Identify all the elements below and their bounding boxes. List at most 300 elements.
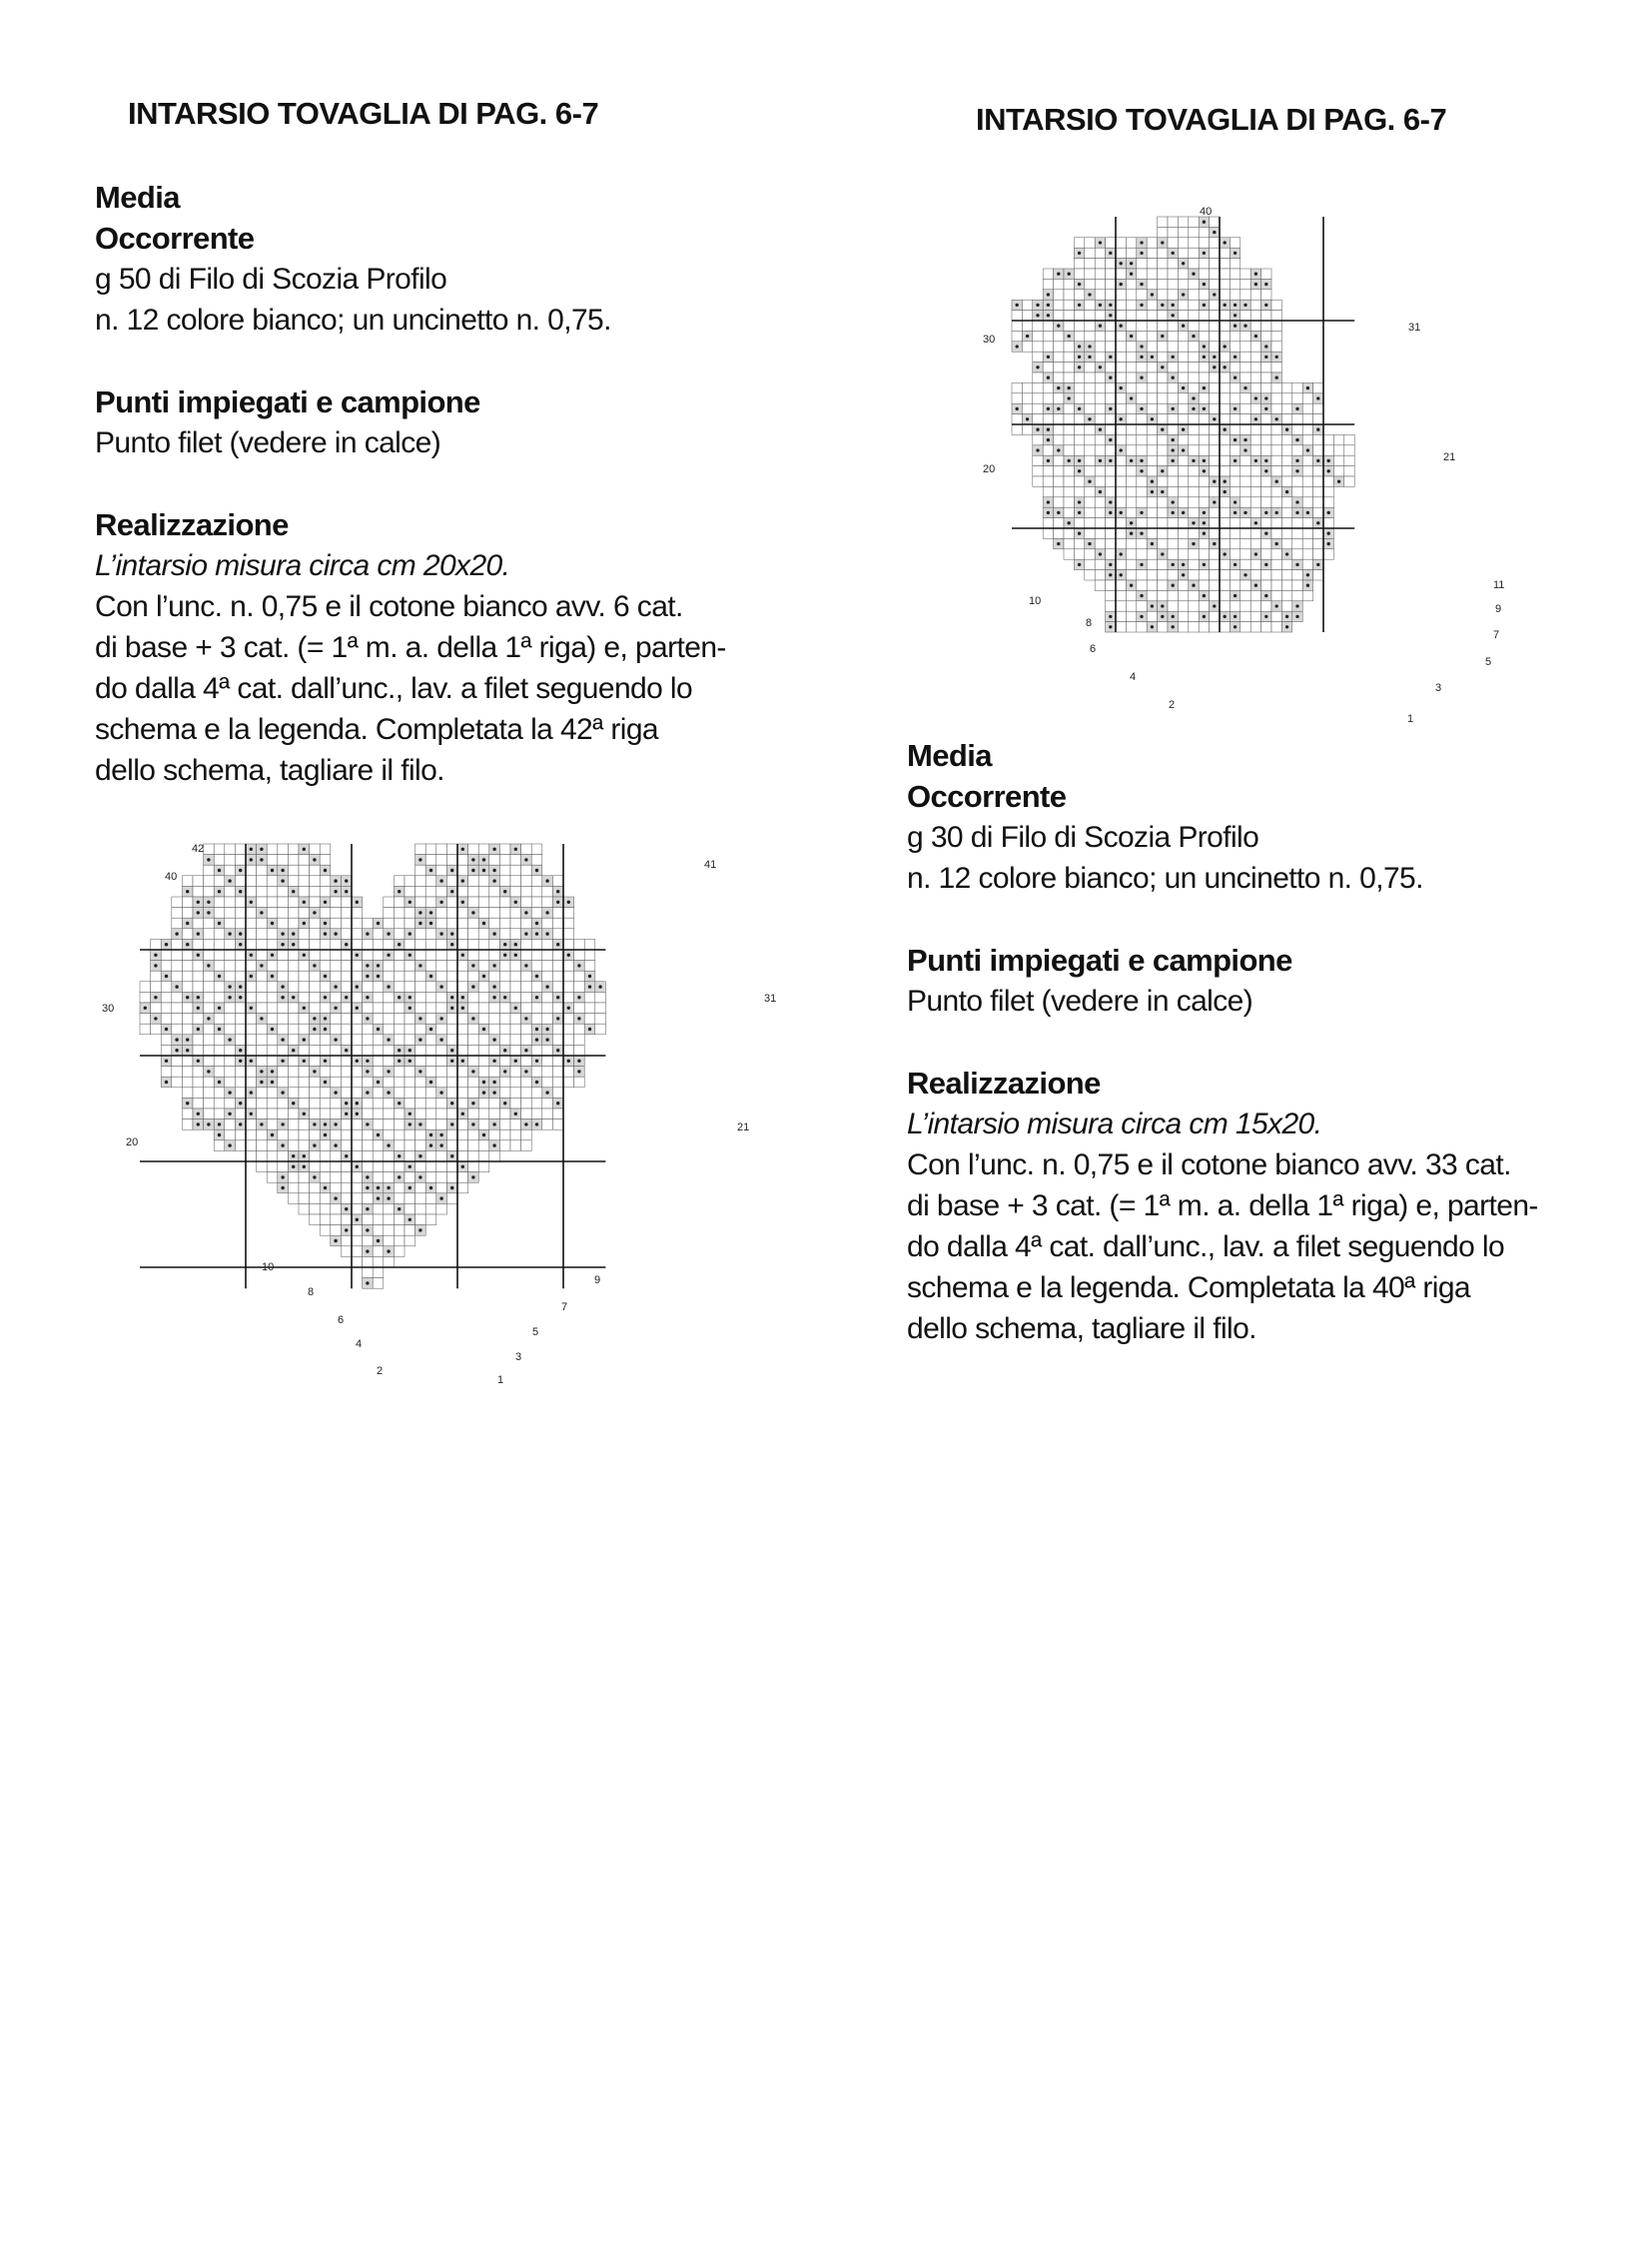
filet-cell bbox=[1074, 518, 1084, 528]
filet-cell bbox=[352, 992, 363, 1003]
filet-cell bbox=[288, 1129, 299, 1140]
row-number: 6 bbox=[1090, 643, 1097, 655]
filet-cell bbox=[278, 1150, 289, 1161]
filet-dot bbox=[556, 943, 559, 946]
filet-dot bbox=[1161, 615, 1164, 618]
filet-dot bbox=[1047, 293, 1050, 296]
filet-cell bbox=[1189, 528, 1199, 538]
filet-dot bbox=[239, 890, 242, 893]
filet-cell bbox=[331, 897, 342, 908]
filet-dot bbox=[588, 1028, 591, 1031]
filet-dot bbox=[450, 1122, 453, 1125]
filet-dot bbox=[239, 932, 242, 935]
filet-cell bbox=[363, 1077, 374, 1088]
filet-dot bbox=[260, 1017, 263, 1020]
filet-dot bbox=[303, 1154, 306, 1157]
filet-dot bbox=[324, 1060, 327, 1063]
filet-dot bbox=[345, 1102, 348, 1105]
filet-cell bbox=[415, 1003, 426, 1014]
filet-dot bbox=[345, 943, 348, 946]
filet-cell bbox=[193, 1088, 204, 1099]
filet-cell bbox=[172, 971, 183, 982]
filet-cell bbox=[1137, 269, 1147, 279]
filet-cell bbox=[446, 1140, 457, 1151]
filet-dot bbox=[1192, 335, 1195, 338]
filet-cell bbox=[531, 950, 542, 961]
filet-cell bbox=[1054, 331, 1064, 341]
filet-dot bbox=[1047, 314, 1050, 317]
filet-dot bbox=[239, 869, 242, 872]
filet-cell bbox=[352, 1077, 363, 1088]
filet-dot bbox=[1192, 407, 1195, 410]
filet-cell bbox=[1158, 403, 1168, 413]
filet-dot bbox=[313, 1122, 316, 1125]
filet-cell bbox=[531, 876, 542, 887]
filet-cell bbox=[1271, 311, 1281, 321]
filet-cell bbox=[246, 1129, 257, 1140]
filet-cell bbox=[510, 908, 521, 919]
filet-dot bbox=[387, 1091, 390, 1094]
filet-cell bbox=[1199, 227, 1209, 237]
filet-cell bbox=[394, 1193, 405, 1204]
filet-dot bbox=[218, 922, 221, 925]
filet-dot bbox=[524, 1070, 527, 1073]
filet-cell bbox=[288, 971, 299, 982]
filet-dot bbox=[398, 1049, 401, 1052]
filet-cell bbox=[1271, 549, 1281, 559]
filet-dot bbox=[366, 1091, 369, 1094]
filet-cell bbox=[331, 1098, 342, 1109]
filet-cell bbox=[1126, 549, 1136, 559]
filet-cell bbox=[1116, 342, 1126, 352]
filet-cell bbox=[531, 855, 542, 866]
filet-cell bbox=[235, 897, 246, 908]
filet-dot bbox=[1306, 386, 1309, 389]
filet-cell bbox=[341, 1214, 352, 1225]
filet-dot bbox=[535, 1122, 538, 1125]
filet-cell bbox=[1323, 518, 1333, 528]
filet-cell bbox=[384, 1098, 395, 1109]
filet-cell bbox=[1220, 528, 1230, 538]
filet-cell bbox=[415, 1214, 426, 1225]
filet-cell bbox=[1085, 424, 1095, 434]
filet-cell bbox=[1230, 424, 1239, 434]
filet-cell bbox=[204, 939, 215, 950]
filet-cell bbox=[1281, 601, 1291, 611]
filet-cell bbox=[478, 1067, 489, 1078]
heart-filet-chart bbox=[100, 834, 799, 1403]
filet-cell bbox=[1240, 279, 1250, 289]
filet-cell bbox=[278, 1109, 289, 1120]
filet-cell bbox=[425, 961, 436, 972]
filet-cell bbox=[1261, 382, 1271, 392]
filet-cell bbox=[320, 1098, 331, 1109]
filet-dot bbox=[1254, 417, 1257, 420]
filet-dot bbox=[503, 890, 506, 893]
filet-cell bbox=[489, 1045, 500, 1056]
filet-dot bbox=[398, 943, 401, 946]
filet-cell bbox=[267, 992, 278, 1003]
filet-dot bbox=[1306, 584, 1309, 587]
filet-cell bbox=[1012, 414, 1022, 424]
filet-dot bbox=[324, 1017, 327, 1020]
filet-cell bbox=[1313, 497, 1323, 507]
filet-cell bbox=[436, 1067, 447, 1078]
filet-cell bbox=[1199, 549, 1209, 559]
filet-dot bbox=[577, 964, 580, 967]
filet-cell bbox=[1137, 393, 1147, 403]
filet-cell bbox=[1064, 363, 1074, 373]
filet-cell bbox=[341, 1067, 352, 1078]
filet-cell bbox=[320, 1109, 331, 1120]
filet-cell bbox=[1281, 403, 1291, 413]
filet-cell bbox=[341, 1077, 352, 1088]
heart-chart-svg bbox=[100, 834, 799, 1403]
filet-dot bbox=[409, 1186, 412, 1189]
filet-cell bbox=[1199, 445, 1209, 455]
filet-dot bbox=[377, 1081, 380, 1084]
filet-dot bbox=[165, 1060, 168, 1063]
filet-cell bbox=[457, 1045, 468, 1056]
filet-cell bbox=[257, 876, 268, 887]
filet-cell bbox=[425, 1172, 436, 1183]
filet-cell bbox=[182, 1120, 193, 1130]
filet-cell bbox=[1126, 611, 1136, 621]
filet-cell bbox=[499, 855, 510, 866]
filet-dot bbox=[1264, 511, 1267, 514]
filet-cell bbox=[320, 1161, 331, 1172]
filet-dot bbox=[1327, 459, 1330, 462]
filet-cell bbox=[415, 844, 426, 855]
filet-cell bbox=[1137, 414, 1147, 424]
filet-cell bbox=[552, 1067, 563, 1078]
filet-cell bbox=[531, 844, 542, 855]
filet-cell bbox=[1043, 279, 1053, 289]
filet-cell bbox=[1210, 300, 1220, 310]
filet-cell bbox=[299, 1203, 310, 1214]
filet-cell bbox=[204, 1003, 215, 1014]
filet-cell bbox=[352, 971, 363, 982]
filet-cell bbox=[521, 1077, 532, 1088]
filet-dot bbox=[482, 869, 485, 872]
filet-dot bbox=[334, 932, 337, 935]
filet-dot bbox=[271, 1070, 274, 1073]
filet-cell bbox=[331, 1150, 342, 1161]
filet-cell bbox=[499, 971, 510, 982]
filet-cell bbox=[1250, 528, 1260, 538]
filet-cell bbox=[1147, 373, 1157, 382]
filet-cell bbox=[299, 855, 310, 866]
filet-dot bbox=[429, 1133, 432, 1136]
filet-cell bbox=[415, 886, 426, 897]
filet-cell bbox=[1323, 476, 1333, 486]
filet-cell bbox=[1220, 393, 1230, 403]
filet-cell bbox=[415, 1140, 426, 1151]
filet-dot bbox=[1120, 283, 1123, 286]
filet-dot bbox=[1068, 396, 1071, 399]
filet-dot bbox=[429, 911, 432, 914]
filet-cell bbox=[341, 1246, 352, 1257]
filet-cell bbox=[278, 1045, 289, 1056]
filet-cell bbox=[1230, 382, 1239, 392]
filet-dot bbox=[1224, 304, 1227, 307]
filet-cell bbox=[373, 1067, 384, 1078]
filet-cell bbox=[1250, 342, 1260, 352]
filet-dot bbox=[1109, 615, 1112, 618]
filet-cell bbox=[457, 908, 468, 919]
filet-dot bbox=[524, 964, 527, 967]
filet-cell bbox=[225, 1024, 236, 1035]
filet-cell bbox=[267, 1035, 278, 1046]
filet-dot bbox=[292, 1049, 295, 1052]
right-body-line: do dalla 4ª cat. dall’unc., lav. a filet seguendo lo bbox=[907, 1230, 1505, 1263]
filet-cell bbox=[214, 1056, 225, 1067]
filet-cell bbox=[310, 1077, 321, 1088]
filet-dot bbox=[1109, 511, 1112, 514]
filet-cell bbox=[489, 1109, 500, 1120]
filet-dot bbox=[1213, 542, 1216, 545]
filet-cell bbox=[310, 897, 321, 908]
filet-cell bbox=[446, 1077, 457, 1088]
filet-cell bbox=[1250, 622, 1260, 632]
filet-dot bbox=[471, 1070, 474, 1073]
filet-cell bbox=[204, 1024, 215, 1035]
filet-cell bbox=[1199, 497, 1209, 507]
filet-cell bbox=[1178, 414, 1188, 424]
filet-cell bbox=[468, 1035, 479, 1046]
filet-cell bbox=[446, 855, 457, 866]
filet-cell bbox=[1147, 279, 1157, 289]
filet-cell bbox=[1189, 217, 1199, 227]
filet-cell bbox=[478, 1045, 489, 1056]
filet-dot bbox=[1047, 438, 1050, 441]
filet-dot bbox=[356, 1218, 359, 1221]
filet-dot bbox=[303, 901, 306, 904]
filet-cell bbox=[214, 950, 225, 961]
row-number: 2 bbox=[377, 1365, 384, 1377]
filet-dot bbox=[492, 932, 495, 935]
filet-cell bbox=[1210, 382, 1220, 392]
filet-cell bbox=[1250, 311, 1260, 321]
filet-cell bbox=[1085, 549, 1095, 559]
filet-cell bbox=[1126, 507, 1136, 517]
filet-cell bbox=[1064, 352, 1074, 362]
row-number: 10 bbox=[262, 1261, 275, 1273]
filet-cell bbox=[436, 844, 447, 855]
filet-cell bbox=[1074, 331, 1084, 341]
filet-dot bbox=[1151, 604, 1154, 607]
filet-cell bbox=[468, 1150, 479, 1161]
filet-cell bbox=[193, 1045, 204, 1056]
filet-dot bbox=[1295, 563, 1298, 566]
filet-cell bbox=[457, 1182, 468, 1193]
filet-cell bbox=[1106, 342, 1116, 352]
filet-dot bbox=[1120, 552, 1123, 555]
filet-dot bbox=[1120, 386, 1123, 389]
filet-cell bbox=[1210, 248, 1220, 258]
filet-cell bbox=[204, 1077, 215, 1088]
filet-dot bbox=[218, 1028, 221, 1031]
filet-cell bbox=[299, 1172, 310, 1183]
filet-dot bbox=[1285, 490, 1288, 493]
filet-cell bbox=[1220, 403, 1230, 413]
filet-cell bbox=[1240, 414, 1250, 424]
filet-dot bbox=[1151, 480, 1154, 483]
filet-cell bbox=[1261, 518, 1271, 528]
filet-dot bbox=[281, 879, 284, 882]
filet-cell bbox=[172, 1003, 183, 1014]
filet-dot bbox=[545, 1028, 548, 1031]
filet-dot bbox=[418, 1154, 421, 1157]
filet-cell bbox=[373, 1003, 384, 1014]
filet-cell bbox=[1281, 570, 1291, 580]
row-number: 1 bbox=[1407, 713, 1414, 725]
filet-cell bbox=[384, 1077, 395, 1088]
filet-cell bbox=[1043, 393, 1053, 403]
filet-cell bbox=[405, 1067, 415, 1078]
filet-cell bbox=[299, 1067, 310, 1078]
filet-cell bbox=[161, 992, 172, 1003]
filet-cell bbox=[1106, 445, 1116, 455]
filet-cell bbox=[341, 1035, 352, 1046]
filet-cell bbox=[299, 865, 310, 876]
filet-cell bbox=[405, 918, 415, 929]
filet-dot bbox=[1161, 469, 1164, 472]
filet-cell bbox=[531, 1045, 542, 1056]
filet-cell bbox=[1313, 403, 1323, 413]
filet-cell bbox=[1210, 570, 1220, 580]
filet-cell bbox=[1126, 414, 1136, 424]
filet-dot bbox=[144, 1007, 147, 1010]
filet-dot bbox=[482, 975, 485, 978]
filet-cell bbox=[425, 1067, 436, 1078]
filet-cell bbox=[204, 1088, 215, 1099]
filet-cell bbox=[1302, 549, 1312, 559]
filet-cell bbox=[1240, 549, 1250, 559]
filet-cell bbox=[373, 982, 384, 993]
row-number: 7 bbox=[561, 1301, 568, 1313]
filet-cell bbox=[288, 1056, 299, 1067]
filet-dot bbox=[588, 975, 591, 978]
filet-cell bbox=[1137, 549, 1147, 559]
filet-cell bbox=[489, 1150, 500, 1161]
filet-dot bbox=[1264, 532, 1267, 535]
filet-cell bbox=[320, 1225, 331, 1236]
filet-cell bbox=[331, 950, 342, 961]
filet-dot bbox=[313, 964, 316, 967]
filet-cell bbox=[1261, 373, 1271, 382]
filet-cell bbox=[278, 1161, 289, 1172]
filet-cell bbox=[1095, 528, 1105, 538]
filet-cell bbox=[1230, 238, 1239, 248]
filet-cell bbox=[1178, 373, 1188, 382]
left-realizzazione-heading: Realizzazione bbox=[95, 507, 289, 542]
filet-dot bbox=[1109, 459, 1112, 462]
filet-cell bbox=[552, 971, 563, 982]
filet-cell bbox=[1261, 434, 1271, 444]
filet-cell bbox=[1199, 622, 1209, 632]
filet-dot bbox=[165, 943, 168, 946]
filet-dot bbox=[439, 985, 442, 988]
filet-dot bbox=[303, 1007, 306, 1010]
filet-cell bbox=[1333, 455, 1343, 465]
filet-cell bbox=[161, 950, 172, 961]
filet-dot bbox=[1047, 376, 1050, 379]
filet-dot bbox=[1192, 396, 1195, 399]
filet-dot bbox=[303, 1060, 306, 1063]
filet-cell bbox=[468, 939, 479, 950]
filet-cell bbox=[1158, 455, 1168, 465]
filet-cell bbox=[1074, 414, 1084, 424]
filet-cell bbox=[394, 876, 405, 887]
filet-cell bbox=[1158, 507, 1168, 517]
filet-cell bbox=[246, 1077, 257, 1088]
filet-cell bbox=[457, 929, 468, 940]
filet-cell bbox=[257, 1035, 268, 1046]
filet-cell bbox=[425, 897, 436, 908]
filet-dot bbox=[197, 1007, 200, 1010]
filet-cell bbox=[373, 1267, 384, 1278]
filet-dot bbox=[1140, 356, 1143, 359]
filet-cell bbox=[478, 876, 489, 887]
filet-dot bbox=[250, 1060, 253, 1063]
filet-dot bbox=[303, 954, 306, 957]
filet-dot bbox=[228, 985, 231, 988]
filet-cell bbox=[1043, 342, 1053, 352]
filet-cell bbox=[521, 1140, 532, 1151]
filet-cell bbox=[1043, 382, 1053, 392]
filet-cell bbox=[352, 1129, 363, 1140]
filet-cell bbox=[257, 1088, 268, 1099]
filet-cell bbox=[246, 1150, 257, 1161]
filet-cell bbox=[1271, 342, 1281, 352]
filet-cell bbox=[1095, 476, 1105, 486]
filet-dot bbox=[556, 996, 559, 999]
filet-cell bbox=[1116, 300, 1126, 310]
filet-cell bbox=[499, 1056, 510, 1067]
filet-dot bbox=[1161, 335, 1164, 338]
filet-cell bbox=[363, 1045, 374, 1056]
filet-cell bbox=[257, 1109, 268, 1120]
filet-cell bbox=[278, 1098, 289, 1109]
filet-cell bbox=[1250, 382, 1260, 392]
filet-dot bbox=[429, 1186, 432, 1189]
filet-cell bbox=[331, 1077, 342, 1088]
filet-dot bbox=[1182, 511, 1185, 514]
filet-cell bbox=[1240, 290, 1250, 300]
filet-cell bbox=[1250, 321, 1260, 331]
filet-cell bbox=[1302, 466, 1312, 476]
filet-cell bbox=[574, 971, 585, 982]
filet-cell bbox=[1147, 497, 1157, 507]
filet-dot bbox=[228, 1091, 231, 1094]
filet-cell bbox=[257, 865, 268, 876]
left-body-line: schema e la legenda. Completata la 42ª riga bbox=[95, 713, 658, 746]
filet-cell bbox=[1261, 424, 1271, 434]
filet-cell bbox=[446, 876, 457, 887]
filet-dot bbox=[429, 922, 432, 925]
filet-cell bbox=[1189, 342, 1199, 352]
filet-dot bbox=[545, 985, 548, 988]
filet-cell bbox=[1261, 549, 1271, 559]
filet-cell bbox=[331, 1182, 342, 1193]
filet-cell bbox=[436, 971, 447, 982]
row-number: 31 bbox=[1408, 322, 1421, 334]
filet-cell bbox=[1126, 434, 1136, 444]
filet-chart-right bbox=[974, 195, 1533, 734]
filet-cell bbox=[1147, 445, 1157, 455]
filet-dot bbox=[186, 922, 189, 925]
